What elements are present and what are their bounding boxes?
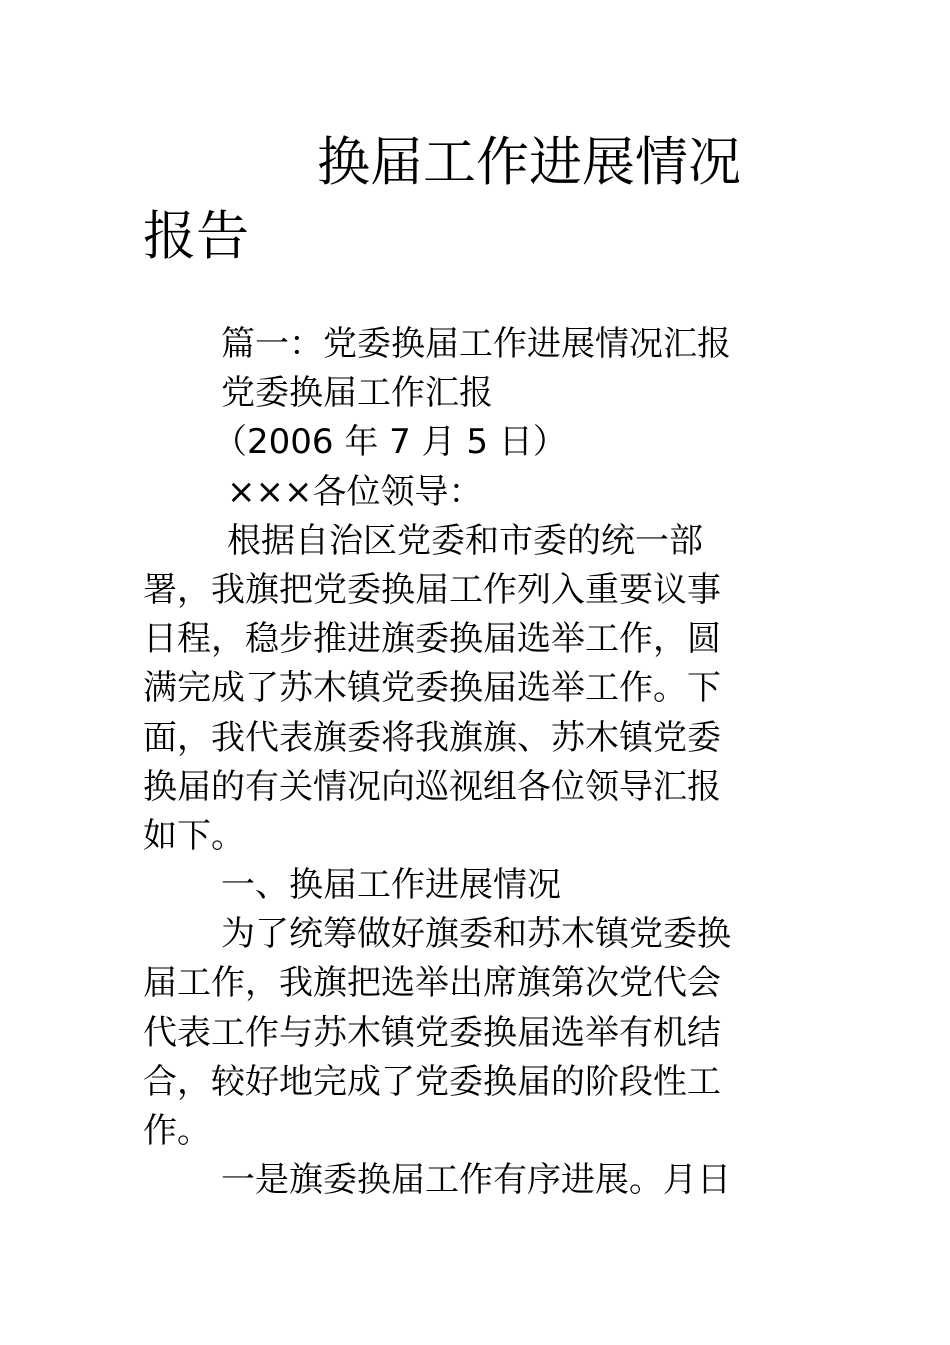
body-line: 换届的有关情况向巡视组各位领导汇报 <box>143 766 721 807</box>
body-line: 日程，稳步推进旗委换届选举工作，圆 <box>143 619 721 660</box>
document-body <box>143 320 768 1205</box>
body-line: 为了统筹做好旗委和苏木镇党委换 <box>221 914 731 955</box>
body-line: 合，较好地完成了党委换届的阶段性工 <box>143 1061 721 1102</box>
body-line: 根据自治区党委和市委的统一部 <box>227 520 703 561</box>
body-line: 篇一：党委换届工作进展情况汇报 <box>221 324 731 364</box>
body-line: 作。 <box>143 1111 211 1151</box>
body-line: 党委换届工作汇报 <box>221 373 493 414</box>
body-line: 如下。 <box>143 815 245 856</box>
body-line: （2006 年 7 月 5 日） <box>213 422 567 463</box>
title-line-1: 换届工作进展情况 <box>317 132 741 193</box>
body-line: 满完成了苏木镇党委换届选举工作。下 <box>143 668 721 709</box>
body-line: 一是旗委换届工作有序进展。月日 <box>221 1160 731 1201</box>
body-line: 代表工作与苏木镇党委换届选举有机结 <box>143 1012 721 1053</box>
body-line: 面，我代表旗委将我旗旗、苏木镇党委 <box>143 717 721 758</box>
body-line: 届工作，我旗把选举出席旗第次党代会 <box>143 963 721 1004</box>
section-heading: 一、换届工作进展情况 <box>221 865 561 906</box>
body-line: 署，我旗把党委换届工作列入重要议事 <box>143 569 721 610</box>
document-title <box>143 126 783 274</box>
body-line: ×××各位领导： <box>227 471 483 512</box>
title-line-2: 报告 <box>143 206 249 267</box>
